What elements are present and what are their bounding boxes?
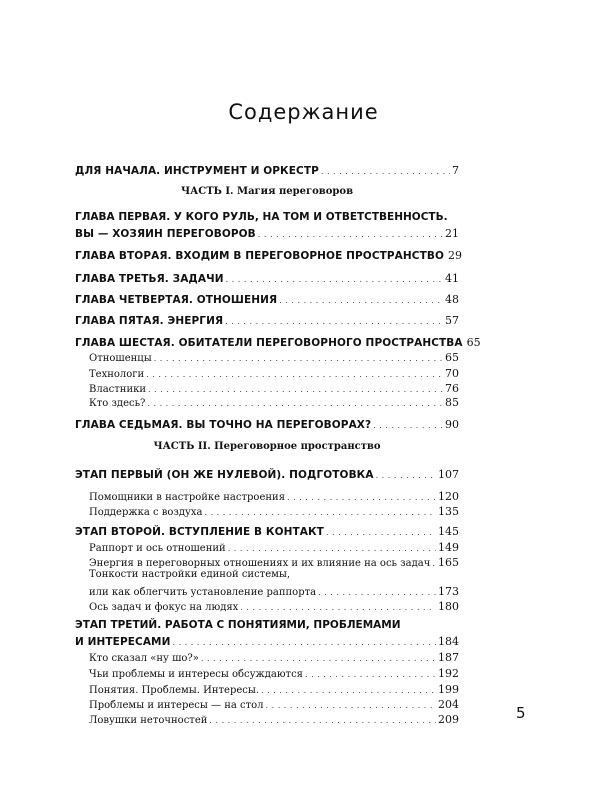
toc-entry-label: ГЛАВА СЕДЬМАЯ. ВЫ ТОЧНО НА ПЕРЕГОВОРАХ? (75, 419, 372, 431)
toc-entry-label: ГЛАВА ШЕСТАЯ. ОБИТАТЕЛИ ПЕРЕГОВОРНОГО ПРОСТРАНСТВА (75, 337, 463, 349)
toc-leader (226, 269, 443, 287)
toc-entry-label: ГЛАВА ТРЕТЬЯ. ЗАДАЧИ (75, 273, 224, 285)
toc-entry-line1: ЭТАП ТРЕТИЙ. РАБОТА С ПОНЯТИЯМИ, ПРОБЛЕМАМИ (75, 619, 401, 631)
toc-entry-page: 173 (438, 585, 459, 598)
toc-entry-label: ГЛАВА ПЯТАЯ. ЭНЕРГИЯ (75, 315, 224, 327)
toc-entry-page: 180 (438, 600, 459, 613)
toc-entry-line1: ГЛАВА ПЕРВАЯ. У КОГО РУЛЬ, НА ТОМ И ОТВЕТСТВЕННОСТЬ. (75, 211, 448, 223)
toc-entry[interactable] (75, 465, 459, 483)
toc-entry-page: 7 (452, 164, 459, 177)
toc-leader (279, 290, 443, 308)
toc-entry-page: 192 (438, 667, 459, 680)
toc-entry-page: 209 (438, 713, 459, 726)
toc-leader (209, 710, 436, 728)
toc-subentry[interactable] (89, 393, 459, 411)
toc-entry-label: Кто здесь? (89, 398, 146, 409)
toc-entry-label: или как облегчить установление раппорта (89, 587, 317, 598)
toc-entry[interactable] (75, 311, 459, 329)
toc-entry-label: ДЛЯ НАЧАЛА. ИНСТРУМЕНТ И ОРКЕСТР (75, 165, 319, 177)
toc-leader (225, 311, 443, 329)
part-heading: ЧАСТЬ I. Магия переговоров (180, 186, 354, 197)
toc-entry[interactable] (75, 290, 459, 308)
page-title: Содержание (228, 100, 379, 124)
toc-entry-label: ЭТАП ВТОРОЙ. ВСТУПЛЕНИЕ В КОНТАКТ (75, 526, 324, 538)
toc-entry-page: 204 (438, 698, 459, 711)
part-heading: ЧАСТЬ II. Переговорное пространство (153, 441, 381, 452)
toc-entry-label: ЭТАП ПЕРВЫЙ (ОН ЖЕ НУЛЕВОЙ). ПОДГОТОВКА (75, 469, 374, 481)
toc-entry-page: 65 (466, 336, 481, 349)
toc-entry[interactable] (75, 224, 459, 242)
toc-entry-label: Чьи проблемы и интересы обсуждаются (89, 669, 303, 680)
toc-entry-page: 57 (445, 314, 459, 327)
toc-entry-label: Энергия в переговорных отношениях и их влияние на ось задач (89, 558, 431, 569)
toc-subentry[interactable] (89, 710, 459, 728)
toc-entry-page: 21 (445, 227, 459, 240)
toc-entry-label: Технологи (89, 369, 145, 380)
toc-entry-label: Ловушки неточностей (89, 715, 208, 726)
toc-subentry-line1: Тонкости настройки единой системы, (89, 569, 291, 580)
toc-entry-page: 187 (438, 651, 459, 664)
toc-entry-page: 145 (438, 525, 459, 538)
toc-entry-page: 76 (445, 382, 459, 395)
toc-leader (258, 224, 443, 242)
page-number: 5 (516, 704, 526, 722)
toc-subentry[interactable] (89, 502, 459, 520)
toc-entry[interactable] (75, 161, 459, 179)
toc-entry-label: Поддержка с воздуха (89, 507, 203, 518)
toc-entry-page: 65 (445, 351, 459, 364)
toc-leader (432, 553, 436, 571)
toc-entry[interactable] (75, 269, 459, 287)
toc-leader (147, 393, 443, 411)
toc-entry-page: 85 (445, 396, 459, 409)
toc-entry-page: 29 (448, 249, 462, 262)
toc-entry-page: 107 (438, 468, 459, 481)
toc-entry-label: Проблемы и интересы — на стол (89, 700, 264, 711)
toc-entry-page: 149 (438, 541, 459, 554)
toc-entry-page: 70 (445, 367, 459, 380)
toc-entry-page: 199 (438, 683, 459, 696)
toc-entry-page: 165 (438, 556, 459, 569)
toc-leader (205, 502, 437, 520)
toc-entry-label: Ось задач и фокус на людях (89, 602, 239, 613)
toc-entry-label: ГЛАВА ВТОРАЯ. ВХОДИМ В ПЕРЕГОВОРНОЕ ПРОСТРАНСТВО (75, 250, 444, 262)
toc-entry-label: Кто сказал «ну шо?» (89, 653, 199, 664)
toc-leader (373, 415, 443, 433)
toc-entry-page: 41 (445, 272, 459, 285)
toc-subentry[interactable] (89, 597, 459, 615)
toc-leader (376, 465, 436, 483)
toc-entry[interactable] (75, 246, 462, 264)
toc-entry-label: ВЫ — ХОЗЯИН ПЕРЕГОВОРОВ (75, 228, 256, 240)
toc-entry-page: 90 (445, 418, 459, 431)
toc-entry-page: 120 (438, 490, 459, 503)
toc-entry-label: Помощники в настройке настроения (89, 492, 286, 503)
toc-entry-page: 135 (438, 505, 459, 518)
toc-leader (321, 161, 450, 179)
toc-entry-label: Понятия. Проблемы. Интересы. (89, 685, 259, 696)
toc-entry-label: Раппорт и ось отношений (89, 543, 226, 554)
toc-entry-label: И ИНТЕРЕСАМИ (75, 636, 171, 648)
toc-entry-label: Отношенцы (89, 353, 152, 364)
toc-entry-label: ГЛАВА ЧЕТВЕРТАЯ. ОТНОШЕНИЯ (75, 294, 278, 306)
toc-entry-page: 48 (445, 293, 459, 306)
toc-entry[interactable] (75, 415, 459, 433)
toc-leader (240, 597, 436, 615)
toc-entry-page: 184 (438, 635, 459, 648)
toc-entry-label: Властники (89, 384, 147, 395)
